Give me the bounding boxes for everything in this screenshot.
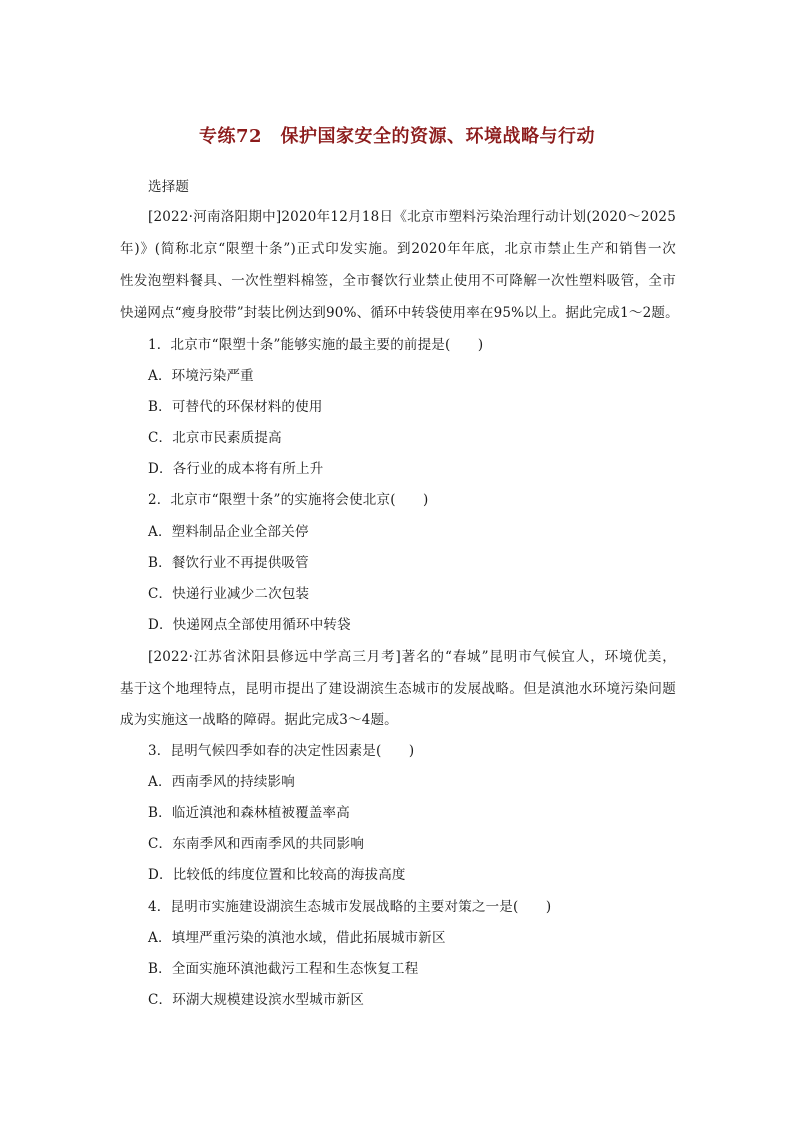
question-4-option-a: A．填埋严重污染的滇池水域，借此拓展城市新区	[148, 930, 446, 946]
question-4-stem: 4．昆明市实施建设湖滨生态城市发展战略的主要对策之一是( )	[148, 899, 552, 915]
question-4-option-c: C．环湖大规模建设滨水型城市新区	[148, 992, 365, 1008]
question-3-stem: 3．昆明气候四季如春的决定性因素是( )	[148, 743, 415, 759]
passage1-line-4: 快递网点“瘦身胶带”封装比例达到90%、循环中转袋使用率在95%以上。据此完成1～2题。	[120, 305, 679, 321]
question-1-option-d: D．各行业的成本将有所上升	[148, 461, 324, 477]
question-1-option-c: C．北京市民素质提高	[148, 430, 282, 446]
passage2-line-3: 成为实施这一战略的障碍。据此完成3～4题。	[120, 712, 398, 728]
question-3-option-d: D．比较低的纬度位置和比较高的海拔高度	[148, 867, 406, 883]
question-2-option-d: D．快递网点全部使用循环中转袋	[148, 617, 351, 633]
question-4-option-b: B．全面实施环滇池截污工程和生态恢复工程	[148, 961, 419, 977]
passage1-line-3: 性发泡塑料餐具、一次性塑料棉签，全市餐饮行业禁止使用不可降解一次性塑料吸管，全市	[120, 273, 676, 289]
question-2-option-a: A．塑料制品企业全部关停	[148, 524, 309, 540]
question-2-option-b: B．餐饮行业不再提供吸管	[148, 555, 309, 571]
passage1-line-2: 年)》(简称北京“限塑十条”)正式印发实施。到2020年年底，北京市禁止生产和销售一次	[120, 241, 676, 257]
question-2-stem: 2．北京市“限塑十条”的实施将会使北京( )	[148, 492, 429, 508]
question-1-stem: 1．北京市“限塑十条”能够实施的最主要的前提是( )	[148, 337, 484, 353]
question-1-option-a: A．环境污染严重	[148, 368, 254, 384]
question-3-option-c: C．东南季风和西南季风的共同影响	[148, 836, 365, 852]
question-3-option-b: B．临近滇池和森林植被覆盖率高	[148, 805, 350, 821]
section-heading: 选择题	[148, 179, 190, 195]
passage2-line-1: [2022·江苏省沭阳县修远中学高三月考]著名的“春城”昆明市气候宜人，环境优美，	[148, 649, 676, 665]
passage2-line-2: 基于这个地理特点，昆明市提出了建设湖滨生态城市的发展战略。但是滇池水环境污染问题	[120, 681, 676, 697]
question-2-option-c: C．快递行业减少二次包装	[148, 586, 310, 602]
page-title: 专练72 保护国家安全的资源、环境战略与行动	[198, 126, 596, 147]
question-1-option-b: B．可替代的环保材料的使用	[148, 399, 323, 415]
passage1-line-1: [2022·河南洛阳期中]2020年12月18日《北京市塑料污染治理行动计划(2020～2025	[148, 209, 676, 225]
question-3-option-a: A．西南季风的持续影响	[148, 774, 295, 790]
